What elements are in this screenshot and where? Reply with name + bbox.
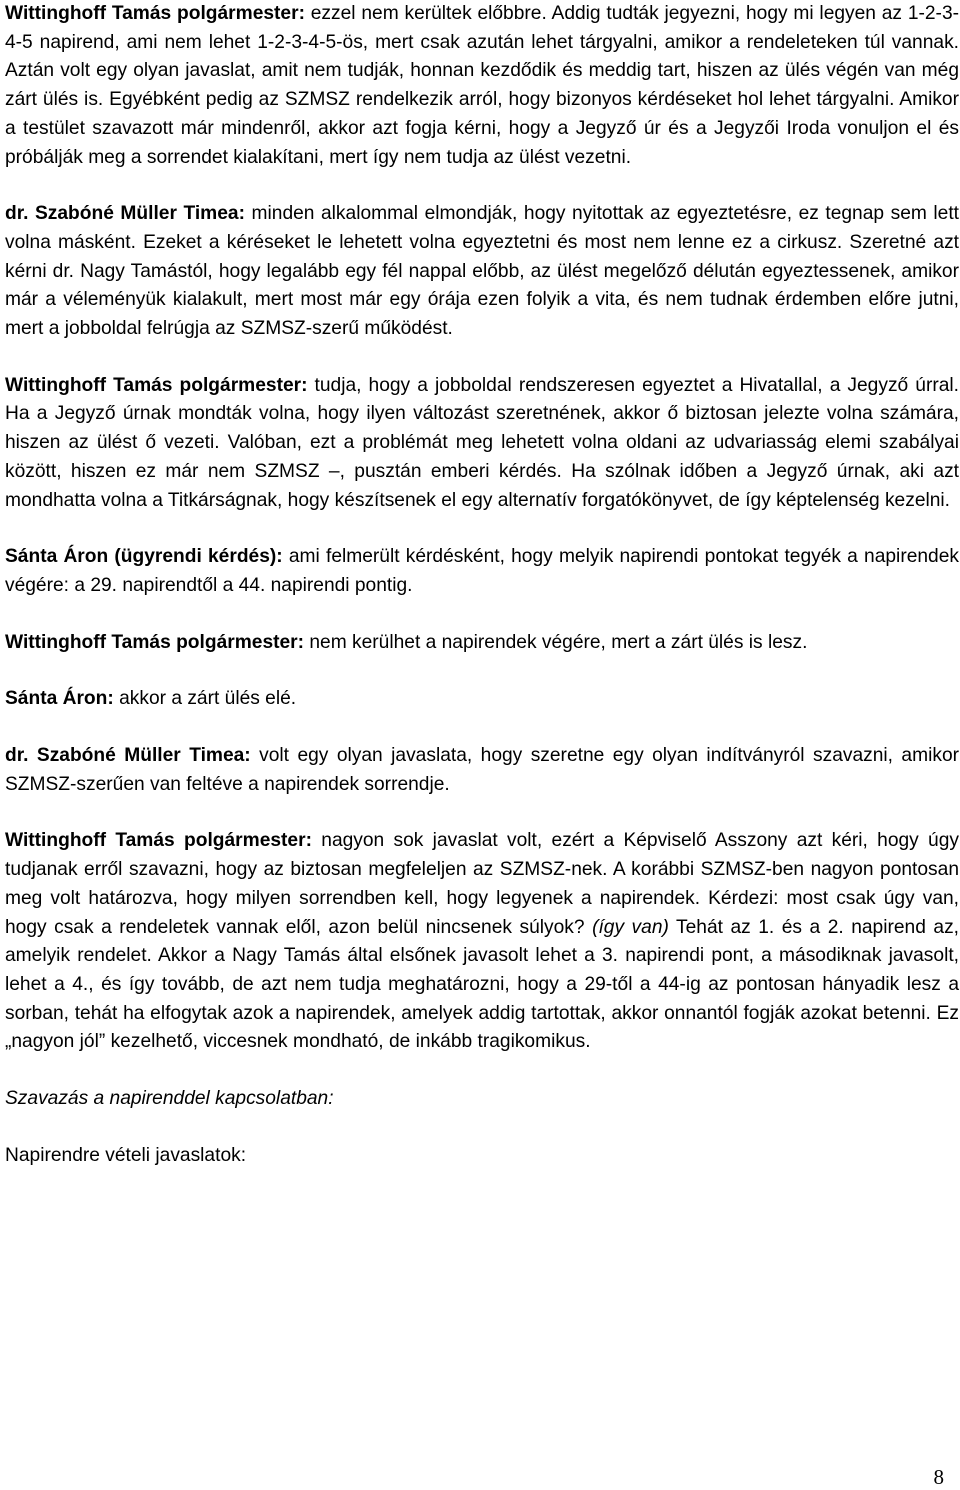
vote-heading: Szavazás a napirenddel kapcsolatban: <box>5 1088 334 1110</box>
speaker-name: dr. Szabóné Müller Timea: <box>5 203 245 225</box>
statement-text: akkor a zárt ülés elé. <box>113 688 297 710</box>
statement-text: minden alkalommal elmondják, hogy nyitottak az egyeztetésre, ez tegnap sem lett volna másként. Ezeket a kéréseket le lehetett volna egyeztetni és most nem lenne ez a cirkusz. Szeretné azt kérni dr. Nagy Tamástól, hogy legalább egy fél nappal előbb, az ülést megelőző délután egyeztessenek, amikor már a véleményük kialakult, mert most már egy órája ezen folyik a vita, és nem tudnak érdemben előre jutni, mert a jobboldal felrúgja az SZMSZ-szerű működést. <box>5 203 959 340</box>
paragraph-szabone-1 <box>5 200 959 344</box>
speaker-name: Sánta Áron: <box>5 688 114 710</box>
statement-text-cont: Tehát az 1. és a 2. napirend az, amelyik rendelet. Akkor a Nagy Tamás által elsőnek javasolt lehet a 3. napirendi pont, a másodiknak javasolt, lehet a 4., és így tovább, de azt nem tudja meghatározni, hogy a 29-től a 44-ig az pontosan hányadik lesz a sorban, tehát ha elfogytak azok a napirendek, amelyek addig tartottak, akkor onnantól fogják azokat betenni. Ez „nagyon jól” kezelhető, viccesnek mondható, de inkább tragikomikus. <box>5 916 959 1053</box>
paragraph-santa-1 <box>5 543 959 600</box>
statement-text: nagyon sok javaslat volt, ezért a Képviselő Asszony azt kéri, hogy úgy tudjanak erről szavazni, hogy az biztosan megfeleljen az SZMSZ-nek. A korábbi SZMSZ-ben nagyon pontosan meg volt határozva, hogy milyen sorrendben kell, hogy legyenek a napirendek. Kérdezi: most csak úgy van, hogy csak a rendeletek vannak elől, azon belül nincsenek súlyok? <box>5 830 959 938</box>
paragraph-szabone-2 <box>5 742 959 799</box>
paragraph-mayor-1 <box>5 0 959 172</box>
paragraph-mayor-4 <box>5 827 959 1057</box>
document-body <box>5 0 959 1171</box>
statement-text: ami felmerült kérdésként, hogy melyik napirendi pontokat tegyék a napirendek végére: a 29. napirendtől a 44. napirendi pontig. <box>5 546 959 596</box>
speaker-name: Sánta Áron (ügyrendi kérdés): <box>5 546 283 568</box>
statement-text: volt egy olyan javaslata, hogy szeretne egy olyan indítványról szavazni, amikor SZMSZ-szerűen van feltéve a napirendek sorrendje. <box>5 745 960 795</box>
speaker-name: dr. Szabóné Müller Timea: <box>5 745 251 767</box>
paragraph-mayor-2 <box>5 372 959 516</box>
statement-text: tudja, hogy a jobboldal rendszeresen egyeztet a Hivatallal, a Jegyző úrral. Ha a Jegyző úrnak mondták volna, hogy ilyen változást szeretnének, akkor ő biztosan jelezte volna számára, hiszen az ülést ő vezeti. Valóban, ezt a problémát meg lehetett volna oldani az udvariasság elemi szabályai között, hiszen ez már nem SZMSZ –, pusztán emberi kérdés. Ha szólnak időben a Jegyző úrnak, aki azt mondhatta volna a Titkárságnak, hogy készítsenek el egy alternatív forgatókönyvet, de így képtelenség kezelni. <box>5 374 959 511</box>
page-number: 8 <box>933 1465 944 1489</box>
speaker-name: Wittinghoff Tamás polgármester: <box>5 830 312 852</box>
paragraph-mayor-3 <box>5 629 959 658</box>
speaker-name: Wittinghoff Tamás polgármester: <box>5 374 308 396</box>
interjection: (így van) <box>592 916 669 938</box>
proposals-heading: Napirendre vételi javaslatok: <box>5 1144 247 1166</box>
speaker-name: Wittinghoff Tamás polgármester: <box>5 3 305 24</box>
statement-text: ezzel nem kerültek előbbre. Addig tudták jegyezni, hogy mi legyen az 1-2-3-4-5 napirend, ami nem lehet 1-2-3-4-5-ös, mert csak azután lehet tárgyalni, amikor a rendeleteken túl vannak. Aztán volt egy olyan javaslat, amit nem tudják, honnan kezdődik és meddig tart, hiszen az ülés végén van még zárt ülés is. Egyébként pedig az SZMSZ rendelkezik arról, hogy bizonyos kérdéseket hol lehet tárgyalni. Amikor a testület szavazott már mindenről, akkor azt fogja kérni, hogy a Jegyző úr és a Jegyzői Iroda vonuljon el és próbálják meg a sorrendet kialakítani, mert így nem tudja az ülést vezetni. <box>5 3 960 168</box>
paragraph-santa-2 <box>5 685 959 714</box>
speaker-name: Wittinghoff Tamás polgármester: <box>5 631 305 653</box>
statement-text: nem kerülhet a napirendek végére, mert a zárt ülés is lesz. <box>304 631 808 653</box>
